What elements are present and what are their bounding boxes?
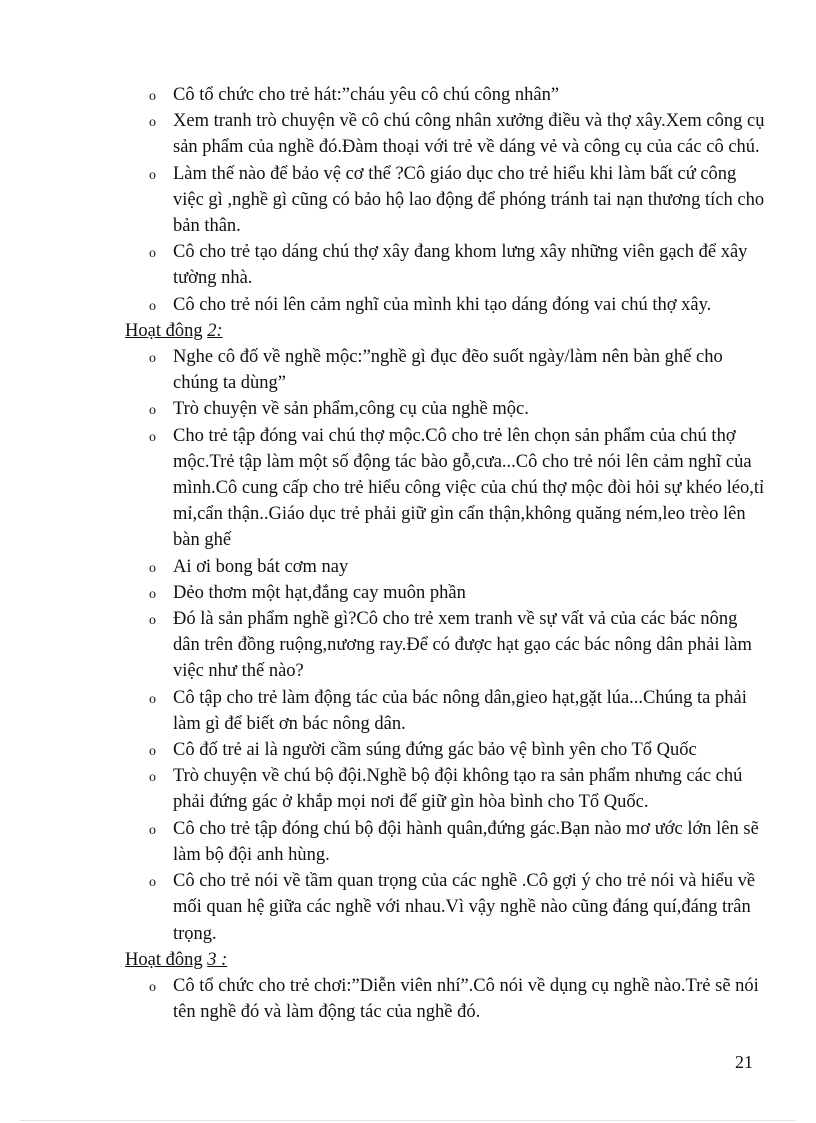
list-item [149,816,765,868]
list-item [149,82,765,108]
list-item-text: Cô cho trẻ nói về tầm quan trọng của các nghề .Cô gợi ý cho trẻ nói và hiểu về mối quan hệ giữa các nghề với nhau.Vì vậy nghề nào cũng đáng quí,đáng trân trọng. [173,871,756,944]
circle-bullet-icon: o [149,744,156,760]
list-item [149,737,765,763]
section-heading [125,947,765,973]
page-number: 21 [735,1052,753,1072]
list-item [149,685,765,737]
section-heading-label: Hoạt đông [125,949,203,970]
list-item-text: Cô cho trẻ nói lên cảm nghĩ của mình khi tạo dáng đóng vai chú thợ xây. [173,294,712,315]
section-1 [125,82,765,318]
list-item [149,868,765,947]
circle-bullet-icon: o [149,560,156,576]
list-item-text: Làm thế nào để bảo vệ cơ thể ?Cô giáo dục cho trẻ hiểu khi làm bất cứ công việc gì ,nghề gì cũng có bảo hộ lao động để phóng tránh tai nạn thương tích cho bản thân. [173,163,765,237]
list-item-text: Dẻo thơm một hạt,đắng cay muôn phần [173,582,466,603]
list-item-text: Ai ơi bong bát cơm nay [173,556,349,577]
section-heading-label: Hoạt đông [125,320,203,341]
section-3 [125,947,765,1026]
circle-bullet-icon: o [149,115,156,131]
list-item-text: Cô tập cho trẻ làm động tác của bác nông dân,gieo hạt,gặt lúa...Chúng ta phải làm gì để biết ơn bác nông dân. [173,687,747,734]
circle-bullet-icon: o [149,979,156,995]
section-heading-number: 2: [207,320,223,341]
circle-bullet-icon: o [149,403,156,419]
circle-bullet-icon: o [149,613,156,629]
section-heading-number: 3 : [207,949,228,970]
list-item [149,580,765,606]
page-bottom-divider [20,1120,796,1121]
list-item-text: Cô cho trẻ tập đóng chú bộ đội hành quân,đứng gác.Bạn nào mơ ước lớn lên sẽ làm bộ đội anh hùng. [173,818,759,865]
section-2 [125,318,765,947]
circle-bullet-icon: o [149,246,156,262]
list-item-text: Trò chuyện về sản phẩm,công cụ của nghề mộc. [173,399,529,420]
bullet-list [125,82,765,318]
list-item [149,108,765,160]
circle-bullet-icon: o [149,298,156,314]
list-item-text: Cô cho trẻ tạo dáng chú thợ xây đang khom lưng xây những viên gạch để xây tường nhà. [173,242,748,289]
list-item [149,973,765,1025]
list-item-text: Xem tranh trò chuyện về cô chú công nhân xưởng điều và thợ xây.Xem công cụ sản phẩm của nghề đó.Đàm thoại với trẻ về dáng vẻ và công cụ của các cô chú. [173,111,765,158]
list-item-text: Cô tổ chức cho trẻ chơi:”Diễn viên nhí”.Cô nói về dụng cụ nghề nào.Trẻ sẽ nói tên nghề đó và làm động tác của nghề đó. [173,975,759,1023]
circle-bullet-icon: o [149,167,156,183]
circle-bullet-icon: o [149,351,156,367]
circle-bullet-icon: o [149,586,156,602]
list-item [149,396,765,422]
list-item [149,606,765,685]
list-item-text: Cô đố trẻ ai là người cầm súng đứng gác bảo vệ bình yên cho Tổ Quốc [173,740,697,761]
list-item [149,292,765,318]
list-item-text: Đó là sản phẩm nghề gì?Cô cho trẻ xem tranh về sự vất vả của các bác nông dân trên đồng ruộng,nương ray.Để có được hạt gạo các bác nông dân phải làm việc như thế nào? [173,609,752,682]
list-item-text: Trò chuyện về chú bộ đội.Nghề bộ đội không tạo ra sản phẩm nhưng các chú phải đứng gác ở khắp mọi nơi để giữ gìn hòa bình cho Tổ Quốc. [173,766,743,813]
list-item [149,161,765,240]
circle-bullet-icon: o [149,770,156,786]
circle-bullet-icon: o [149,822,156,838]
list-item [149,763,765,815]
section-heading [125,318,765,344]
bullet-list [125,344,765,947]
circle-bullet-icon: o [149,429,156,445]
document-body [125,82,765,1025]
list-item-text: Cô tổ chức cho trẻ hát:”cháu yêu cô chú công nhân” [173,85,560,105]
circle-bullet-icon: o [149,89,156,104]
list-item [149,344,765,396]
list-item-text: Cho trẻ tập đóng vai chú thợ mộc.Cô cho trẻ lên chọn sản phẩm của chú thợ mộc.Trẻ tập làm một số động tác bào gỗ,cưa...Cô cho trẻ nói lên cảm nghĩ của mình.Cô cung cấp cho trẻ hiểu công việc của chú thợ mộc đòi hỏi sự khéo léo,tỉ mỉ,cẩn thận..Giáo dục trẻ phải giữ gìn cẩn thận,không quăng ném,leo trèo lên bàn ghế [173,425,765,551]
circle-bullet-icon: o [149,875,156,891]
list-item [149,239,765,291]
list-item-text: Nghe cô đố về nghề mộc:”nghề gì đục đẽo suốt ngày/làm nên bàn ghế cho chúng ta dùng” [173,347,723,394]
list-item [149,554,765,580]
circle-bullet-icon: o [149,691,156,707]
list-item [149,423,765,554]
bullet-list [125,973,765,1025]
